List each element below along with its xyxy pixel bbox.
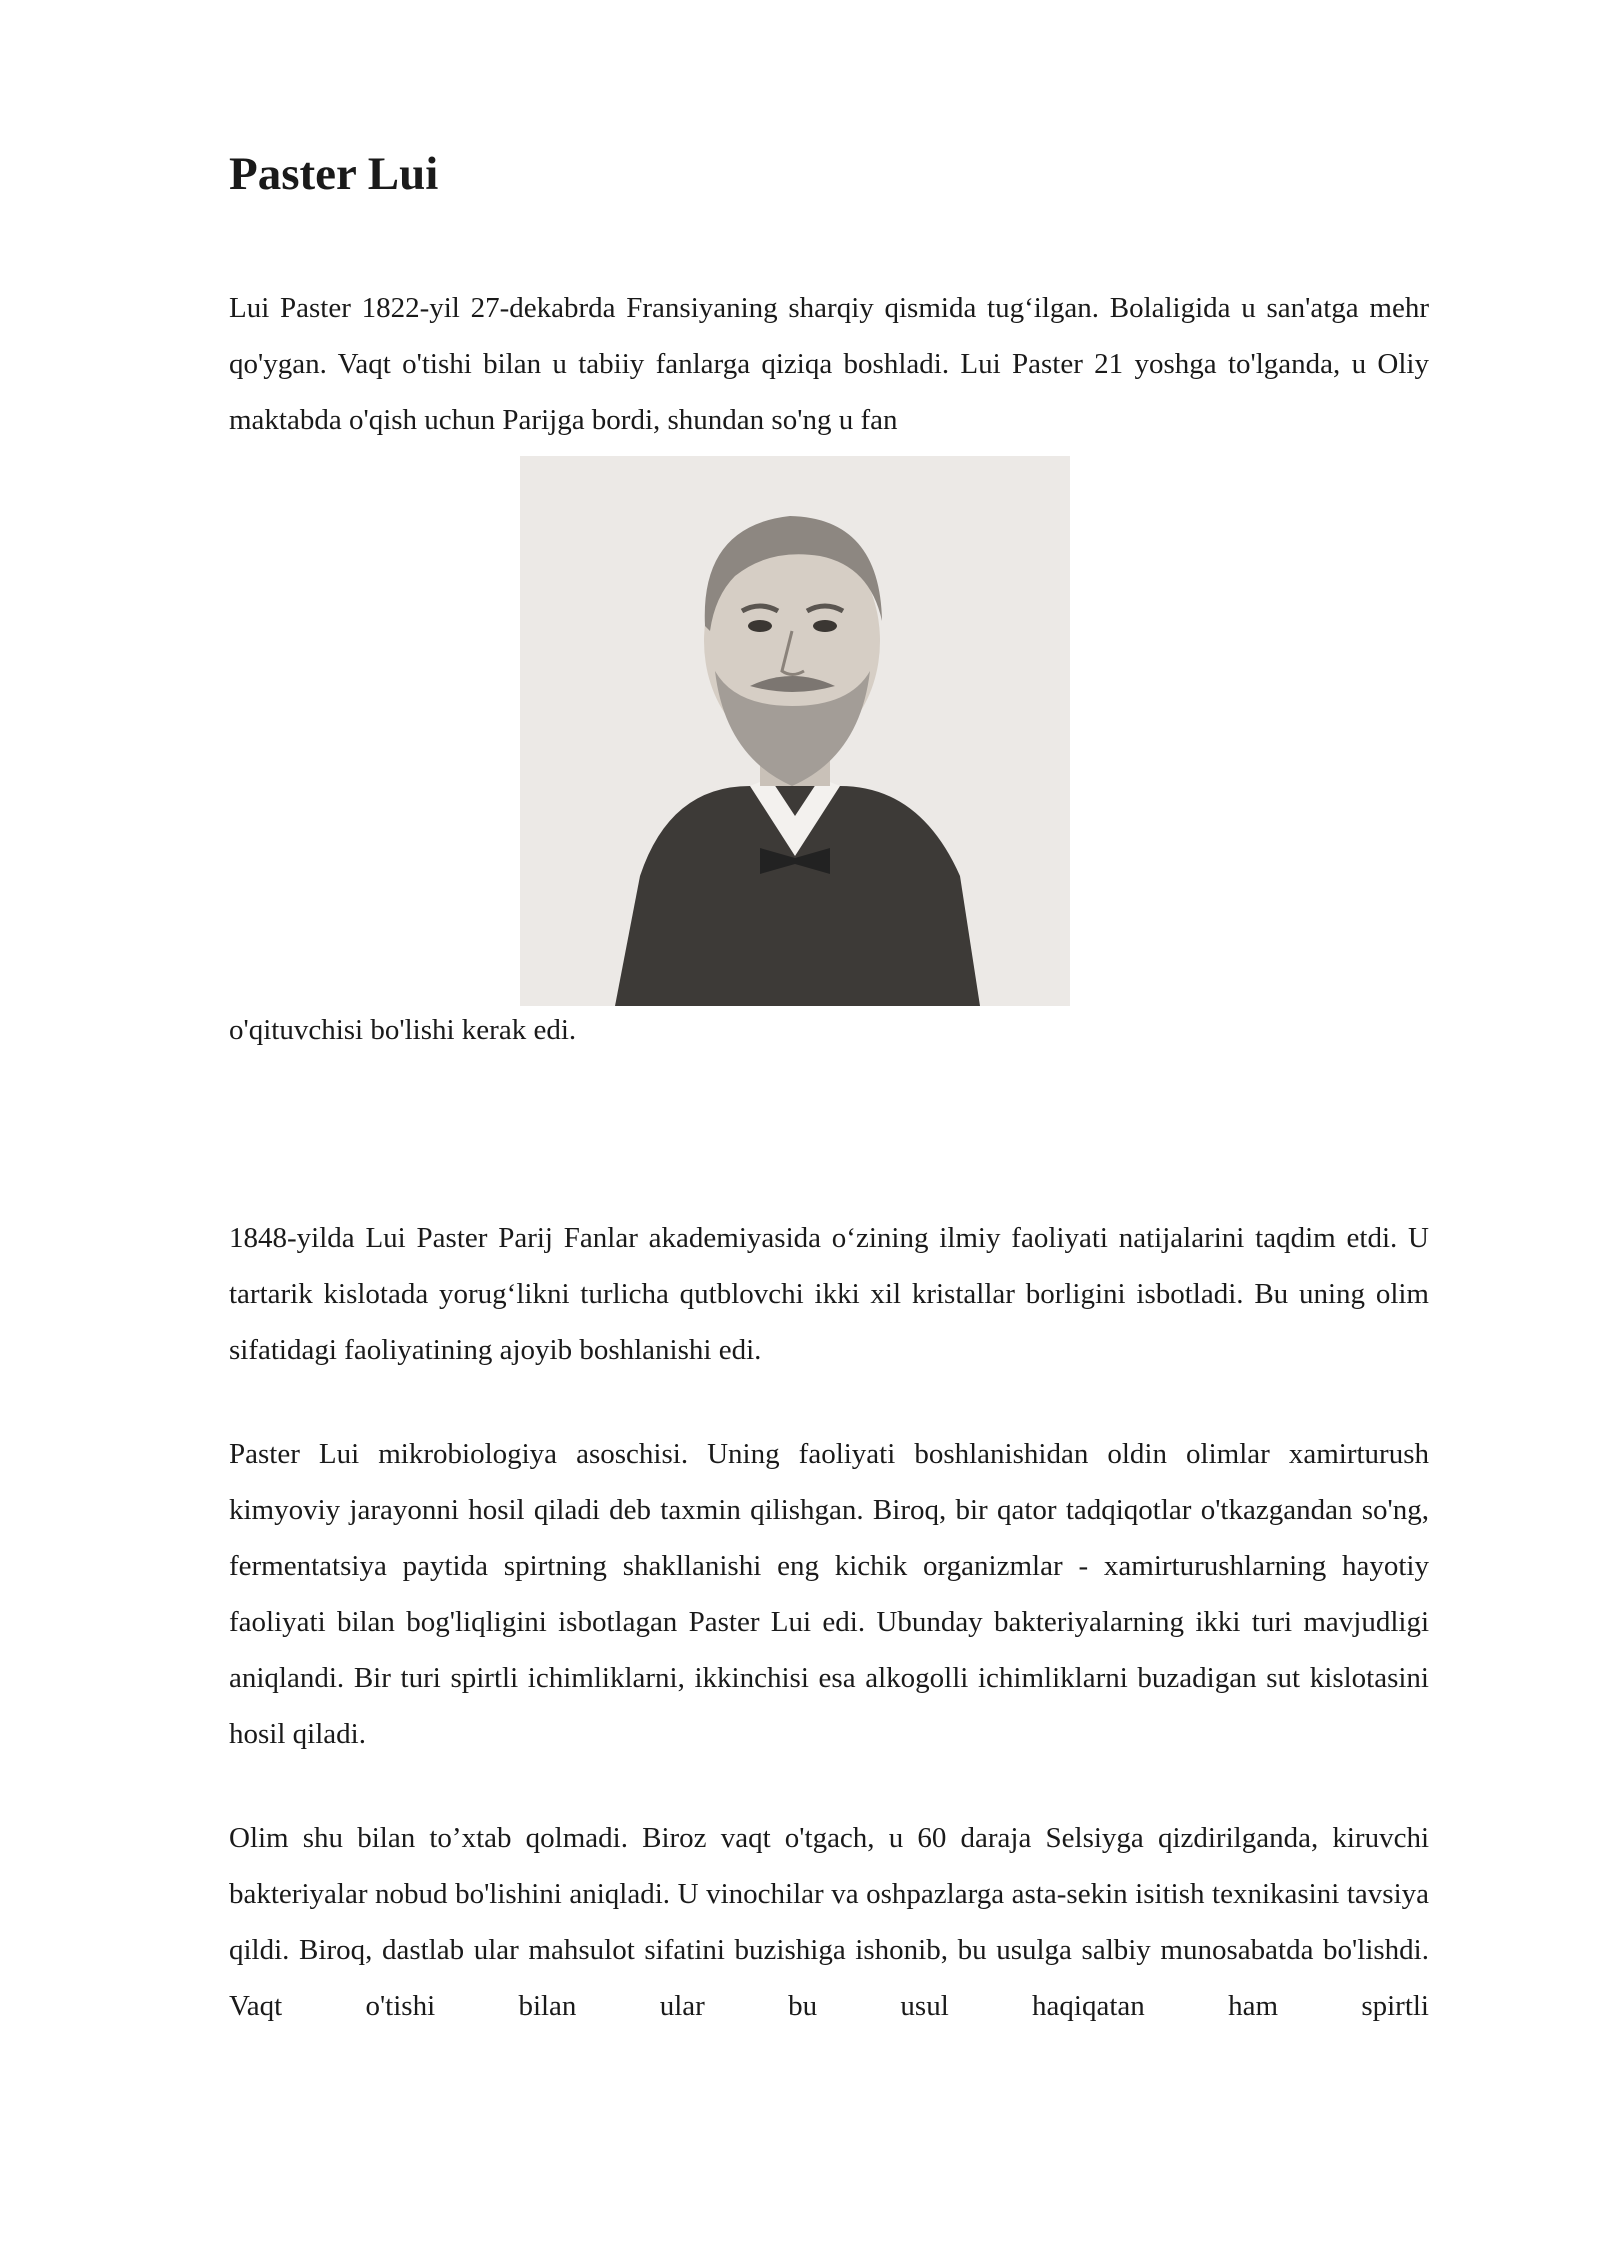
- paragraph-1-end: o'qituvchisi bo'lishi kerak edi.: [229, 1014, 577, 1046]
- portrait-illustration: [520, 456, 1070, 1006]
- paragraph-3: Paster Lui mikrobiologiya asoschisi. Uning faoliyati boshlanishidan oldin olimlar xamirturush kimyoviy jarayonni hosil qiladi deb taxmin qilishgan. Biroq, bir qator tadqiqotlar o'tkazgandan so'ng, fermentatsiya paytida spirtning shakllanishi eng kichik organizmlar - xamirturushlarning hayotiy faoliyati bilan bog'liqligini isbotlagan Paster Lui edi. Ubunday bakteriyalarning ikki turi mavjudligi aniqlandi. Bir turi spirtli ichimliklarni, ikkinchisi esa alkogolli ichimliklarni buzadigan sut kislotasini hosil qiladi.: [229, 1438, 1429, 1750]
- page-title: Paster Lui: [229, 148, 439, 200]
- portrait-image: [520, 456, 1070, 1006]
- paragraph-1: Lui Paster 1822-yil 27-dekabrda Fransiyaning sharqiy qismida tug‘ilgan. Bolaligida u san'atga mehr qo'ygan. Vaqt o'tishi bilan u tabiiy fanlarga qiziqa boshladi. Lui Paster 21 yoshga to'lganda, u Oliy maktabda o'qish uchun Parijga bordi, shundan so'ng u fan: [229, 292, 1429, 436]
- paragraph-2: 1848-yilda Lui Paster Parij Fanlar akademiyasida o‘zining ilmiy faoliyati natijalarini taqdim etdi. U tartarik kislotada yorug‘likni turlicha qutblovchi ikki xil kristallar borligini isbotladi. Bu uning olim sifatidagi faoliyatining ajoyib boshlanishi edi.: [229, 1222, 1429, 1366]
- paragraph-4: Olim shu bilan to’xtab qolmadi. Biroz vaqt o'tgach, u 60 daraja Selsiyga qizdirilganda, kiruvchi bakteriyalar nobud bo'lishini aniqladi. U vinochilar va oshpazlarga asta-sekin isitish texnikasini tavsiya qildi. Biroq, dastlab ular mahsulot sifatini buzishiga ishonib, bu usulga salbiy munosabatda bo'lishdi. Vaqt o'tishi bilan ular bu usul haqiqatan ham spirtli: [229, 1822, 1429, 2022]
